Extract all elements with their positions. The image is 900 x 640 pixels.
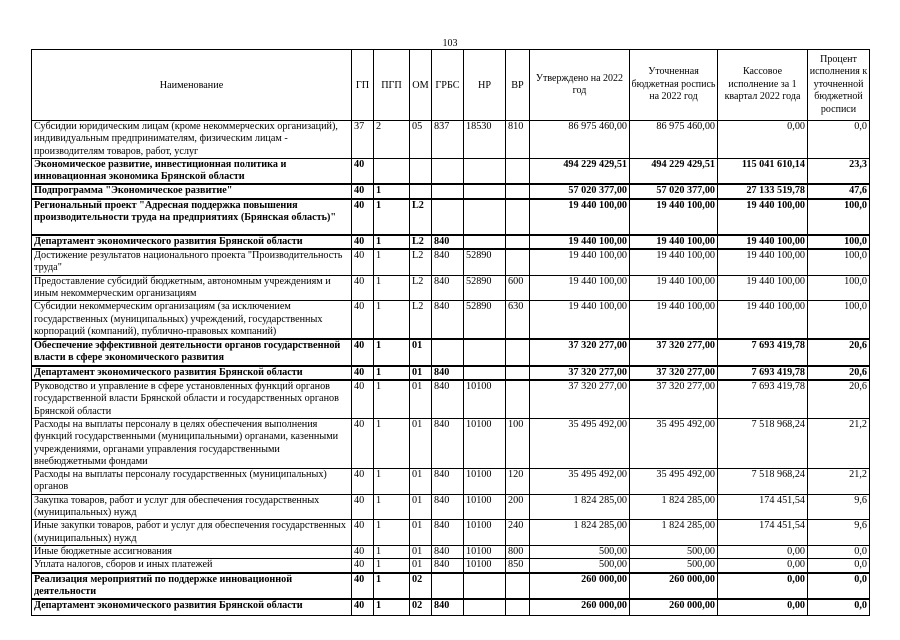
row-gp: 40 xyxy=(352,494,374,520)
table-row xyxy=(32,559,870,573)
row-vr xyxy=(506,366,530,380)
header-cash: Кассовое исполнение за 1 квартал 2022 года xyxy=(718,50,808,121)
row-om: 01 xyxy=(410,339,432,366)
row-grbs: 837 xyxy=(432,121,464,159)
row-grbs: 840 xyxy=(432,301,464,339)
row-refined: 500,00 xyxy=(630,559,718,573)
row-gp: 37 xyxy=(352,121,374,159)
row-cash: 7 518 968,24 xyxy=(718,469,808,495)
row-pgp: 1 xyxy=(374,545,410,558)
table-row xyxy=(32,249,870,275)
row-gp: 40 xyxy=(352,275,374,301)
row-grbs: 840 xyxy=(432,418,464,468)
row-percent: 0,0 xyxy=(808,573,870,600)
row-nr xyxy=(464,199,506,235)
row-name: Достижение результатов национального проекта "Производительность труда" xyxy=(32,249,352,275)
table-row xyxy=(32,184,870,198)
row-approved: 19 440 100,00 xyxy=(530,235,630,249)
row-pgp: 1 xyxy=(374,599,410,615)
row-pgp: 1 xyxy=(374,380,410,418)
row-cash: 7 693 419,78 xyxy=(718,380,808,418)
row-grbs: 840 xyxy=(432,520,464,546)
header-vr: ВР xyxy=(506,50,530,121)
row-nr: 10100 xyxy=(464,418,506,468)
row-vr xyxy=(506,339,530,366)
row-pgp: 1 xyxy=(374,301,410,339)
row-vr xyxy=(506,184,530,198)
row-grbs: 840 xyxy=(432,235,464,249)
row-refined: 494 229 429,51 xyxy=(630,158,718,184)
row-gp: 40 xyxy=(352,301,374,339)
row-grbs xyxy=(432,339,464,366)
row-nr xyxy=(464,599,506,615)
row-pgp: 1 xyxy=(374,418,410,468)
row-approved: 19 440 100,00 xyxy=(530,275,630,301)
row-pgp xyxy=(374,158,410,184)
row-gp: 40 xyxy=(352,158,374,184)
row-percent: 100,0 xyxy=(808,275,870,301)
row-gp: 40 xyxy=(352,599,374,615)
row-approved: 86 975 460,00 xyxy=(530,121,630,159)
row-om: 01 xyxy=(410,494,432,520)
row-name: Реализация мероприятий по поддержке инновационной деятельности xyxy=(32,573,352,600)
row-vr: 100 xyxy=(506,418,530,468)
row-pgp: 1 xyxy=(374,235,410,249)
row-approved: 500,00 xyxy=(530,545,630,558)
row-grbs xyxy=(432,158,464,184)
header-om: ОМ xyxy=(410,50,432,121)
row-refined: 86 975 460,00 xyxy=(630,121,718,159)
row-cash: 19 440 100,00 xyxy=(718,199,808,235)
row-pgp: 1 xyxy=(374,184,410,198)
header-name: Наименование xyxy=(32,50,352,121)
row-grbs: 840 xyxy=(432,545,464,558)
row-cash: 0,00 xyxy=(718,545,808,558)
row-grbs: 840 xyxy=(432,249,464,275)
row-om: 01 xyxy=(410,469,432,495)
row-grbs: 840 xyxy=(432,469,464,495)
row-percent: 9,6 xyxy=(808,520,870,546)
row-approved: 35 495 492,00 xyxy=(530,418,630,468)
row-approved: 494 229 429,51 xyxy=(530,158,630,184)
row-om: L2 xyxy=(410,249,432,275)
row-name: Иные бюджетные ассигнования xyxy=(32,545,352,558)
table-row xyxy=(32,599,870,615)
row-cash: 0,00 xyxy=(718,559,808,573)
row-vr: 240 xyxy=(506,520,530,546)
row-vr xyxy=(506,158,530,184)
row-pgp: 1 xyxy=(374,520,410,546)
row-gp: 40 xyxy=(352,199,374,235)
row-vr xyxy=(506,573,530,600)
row-nr: 18530 xyxy=(464,121,506,159)
row-refined: 19 440 100,00 xyxy=(630,301,718,339)
row-refined: 1 824 285,00 xyxy=(630,494,718,520)
row-name: Руководство и управление в сфере установленных функций органов государственной власти Брянской области и государственных органов Брянской области xyxy=(32,380,352,418)
row-gp: 40 xyxy=(352,249,374,275)
row-om xyxy=(410,158,432,184)
row-name: Департамент экономического развития Брянской области xyxy=(32,235,352,249)
row-nr xyxy=(464,235,506,249)
row-pgp: 1 xyxy=(374,494,410,520)
row-vr xyxy=(506,235,530,249)
table-row xyxy=(32,520,870,546)
row-approved: 37 320 277,00 xyxy=(530,380,630,418)
row-name: Региональный проект "Адресная поддержка повышения производительности труда на предприятиях (Брянская область)" xyxy=(32,199,352,235)
row-nr: 52890 xyxy=(464,249,506,275)
row-grbs: 840 xyxy=(432,599,464,615)
row-om: L2 xyxy=(410,275,432,301)
row-name: Экономическое развитие, инвестиционная политика и инновационная экономика Брянской области xyxy=(32,158,352,184)
row-refined: 19 440 100,00 xyxy=(630,275,718,301)
row-nr: 52890 xyxy=(464,275,506,301)
table-row xyxy=(32,418,870,468)
row-approved: 19 440 100,00 xyxy=(530,249,630,275)
row-refined: 57 020 377,00 xyxy=(630,184,718,198)
row-name: Иные закупки товаров, работ и услуг для обеспечения государственных (муниципальных) нужд xyxy=(32,520,352,546)
row-percent: 23,3 xyxy=(808,158,870,184)
row-om: 01 xyxy=(410,520,432,546)
table-row xyxy=(32,469,870,495)
row-approved: 1 824 285,00 xyxy=(530,494,630,520)
table-row xyxy=(32,301,870,339)
row-percent: 100,0 xyxy=(808,249,870,275)
row-approved: 37 320 277,00 xyxy=(530,339,630,366)
row-om: 02 xyxy=(410,573,432,600)
row-nr: 10100 xyxy=(464,520,506,546)
row-refined: 500,00 xyxy=(630,545,718,558)
row-nr: 52890 xyxy=(464,301,506,339)
row-name: Расходы на выплаты персоналу в целях обеспечения выполнения функций государственными (муниципальными) органами, казенными учреждениями, органами управления государственными внебюджетными фондами xyxy=(32,418,352,468)
row-gp: 40 xyxy=(352,366,374,380)
row-om: 01 xyxy=(410,559,432,573)
row-vr xyxy=(506,249,530,275)
row-grbs xyxy=(432,199,464,235)
row-nr xyxy=(464,184,506,198)
row-approved: 19 440 100,00 xyxy=(530,199,630,235)
row-gp: 40 xyxy=(352,380,374,418)
row-nr: 10100 xyxy=(464,380,506,418)
row-nr: 10100 xyxy=(464,494,506,520)
header-percent: Процент исполнения к уточненной бюджетной росписи xyxy=(808,50,870,121)
row-nr xyxy=(464,158,506,184)
row-approved: 35 495 492,00 xyxy=(530,469,630,495)
row-pgp: 2 xyxy=(374,121,410,159)
row-name: Уплата налогов, сборов и иных платежей xyxy=(32,559,352,573)
header-nr: НР xyxy=(464,50,506,121)
table-row xyxy=(32,339,870,366)
row-refined: 19 440 100,00 xyxy=(630,235,718,249)
row-approved: 37 320 277,00 xyxy=(530,366,630,380)
header-pgp: ПГП xyxy=(374,50,410,121)
row-vr: 120 xyxy=(506,469,530,495)
table-row xyxy=(32,366,870,380)
row-percent: 0,0 xyxy=(808,545,870,558)
row-cash: 27 133 519,78 xyxy=(718,184,808,198)
row-pgp: 1 xyxy=(374,249,410,275)
row-cash: 0,00 xyxy=(718,599,808,615)
row-nr: 10100 xyxy=(464,469,506,495)
row-approved: 19 440 100,00 xyxy=(530,301,630,339)
row-nr xyxy=(464,339,506,366)
row-grbs xyxy=(432,573,464,600)
row-cash: 174 451,54 xyxy=(718,520,808,546)
row-pgp: 1 xyxy=(374,366,410,380)
row-cash: 7 518 968,24 xyxy=(718,418,808,468)
row-nr xyxy=(464,573,506,600)
row-pgp: 1 xyxy=(374,199,410,235)
row-gp: 40 xyxy=(352,573,374,600)
row-om xyxy=(410,184,432,198)
table-row xyxy=(32,199,870,235)
row-percent: 20,6 xyxy=(808,366,870,380)
row-refined: 37 320 277,00 xyxy=(630,366,718,380)
row-vr xyxy=(506,380,530,418)
row-cash: 7 693 419,78 xyxy=(718,366,808,380)
table-row xyxy=(32,121,870,159)
row-percent: 100,0 xyxy=(808,199,870,235)
row-percent: 21,2 xyxy=(808,418,870,468)
row-cash: 0,00 xyxy=(718,121,808,159)
row-gp: 40 xyxy=(352,520,374,546)
row-percent: 9,6 xyxy=(808,494,870,520)
row-cash: 0,00 xyxy=(718,573,808,600)
row-name: Субсидии юридическим лицам (кроме некоммерческих организаций), индивидуальным предпринимателям, физическим лицам - производителям товаров, работ, услуг xyxy=(32,121,352,159)
row-refined: 35 495 492,00 xyxy=(630,469,718,495)
row-vr: 850 xyxy=(506,559,530,573)
row-refined: 1 824 285,00 xyxy=(630,520,718,546)
row-percent: 0,0 xyxy=(808,559,870,573)
row-refined: 260 000,00 xyxy=(630,599,718,615)
row-cash: 19 440 100,00 xyxy=(718,249,808,275)
table-body xyxy=(32,121,870,616)
row-refined: 37 320 277,00 xyxy=(630,380,718,418)
row-gp: 40 xyxy=(352,559,374,573)
row-name: Обеспечение эффективной деятельности органов государственной власти в сфере экономического развития xyxy=(32,339,352,366)
table-row xyxy=(32,494,870,520)
row-vr xyxy=(506,599,530,615)
row-percent: 20,6 xyxy=(808,380,870,418)
row-om: 01 xyxy=(410,380,432,418)
row-percent: 0,0 xyxy=(808,121,870,159)
row-approved: 500,00 xyxy=(530,559,630,573)
row-vr: 810 xyxy=(506,121,530,159)
row-nr: 10100 xyxy=(464,545,506,558)
row-pgp: 1 xyxy=(374,559,410,573)
row-vr: 600 xyxy=(506,275,530,301)
table-row xyxy=(32,158,870,184)
row-name: Предоставление субсидий бюджетным, автономным учреждениям и иным некоммерческим организациям xyxy=(32,275,352,301)
row-percent: 100,0 xyxy=(808,235,870,249)
row-vr: 630 xyxy=(506,301,530,339)
row-gp: 40 xyxy=(352,545,374,558)
row-gp: 40 xyxy=(352,418,374,468)
row-grbs: 840 xyxy=(432,366,464,380)
row-name: Подпрограмма "Экономическое развитие" xyxy=(32,184,352,198)
row-cash: 19 440 100,00 xyxy=(718,235,808,249)
row-gp: 40 xyxy=(352,339,374,366)
table-row xyxy=(32,573,870,600)
row-name: Департамент экономического развития Брянской области xyxy=(32,366,352,380)
row-om: 05 xyxy=(410,121,432,159)
row-grbs: 840 xyxy=(432,559,464,573)
row-percent: 21,2 xyxy=(808,469,870,495)
table-row xyxy=(32,235,870,249)
row-name: Департамент экономического развития Брянской области xyxy=(32,599,352,615)
row-refined: 19 440 100,00 xyxy=(630,249,718,275)
header-refined: Уточненная бюджетная роспись на 2022 год xyxy=(630,50,718,121)
budget-table xyxy=(31,49,870,616)
row-cash: 19 440 100,00 xyxy=(718,275,808,301)
row-vr: 200 xyxy=(506,494,530,520)
header-grbs: ГРБС xyxy=(432,50,464,121)
row-nr: 10100 xyxy=(464,559,506,573)
page-number: 103 xyxy=(442,38,458,49)
table-header-row xyxy=(32,50,870,121)
row-grbs: 840 xyxy=(432,275,464,301)
row-pgp: 1 xyxy=(374,339,410,366)
row-nr xyxy=(464,366,506,380)
row-om: L2 xyxy=(410,301,432,339)
row-cash: 19 440 100,00 xyxy=(718,301,808,339)
table-row xyxy=(32,545,870,558)
row-refined: 19 440 100,00 xyxy=(630,199,718,235)
row-percent: 20,6 xyxy=(808,339,870,366)
row-om: L2 xyxy=(410,235,432,249)
row-cash: 174 451,54 xyxy=(718,494,808,520)
row-name: Закупка товаров, работ и услуг для обеспечения государственных (муниципальных) нужд xyxy=(32,494,352,520)
row-approved: 57 020 377,00 xyxy=(530,184,630,198)
row-grbs xyxy=(432,184,464,198)
row-refined: 35 495 492,00 xyxy=(630,418,718,468)
table-row xyxy=(32,380,870,418)
row-pgp: 1 xyxy=(374,573,410,600)
row-om: 02 xyxy=(410,599,432,615)
row-approved: 260 000,00 xyxy=(530,599,630,615)
row-cash: 115 041 610,14 xyxy=(718,158,808,184)
row-om: 01 xyxy=(410,545,432,558)
row-approved: 260 000,00 xyxy=(530,573,630,600)
row-om: 01 xyxy=(410,366,432,380)
row-om: 01 xyxy=(410,418,432,468)
row-vr xyxy=(506,199,530,235)
row-grbs: 840 xyxy=(432,380,464,418)
row-grbs: 840 xyxy=(432,494,464,520)
row-gp: 40 xyxy=(352,469,374,495)
row-gp: 40 xyxy=(352,184,374,198)
row-percent: 100,0 xyxy=(808,301,870,339)
row-approved: 1 824 285,00 xyxy=(530,520,630,546)
row-refined: 37 320 277,00 xyxy=(630,339,718,366)
row-percent: 47,6 xyxy=(808,184,870,198)
row-gp: 40 xyxy=(352,235,374,249)
header-approved: Утверждено на 2022 год xyxy=(530,50,630,121)
row-name: Субсидии некоммерческим организациям (за исключением государственных (муниципальных) учреждений, государственных корпораций (компаний), публично-правовых компаний) xyxy=(32,301,352,339)
header-gp: ГП xyxy=(352,50,374,121)
row-percent: 0,0 xyxy=(808,599,870,615)
row-om: L2 xyxy=(410,199,432,235)
row-pgp: 1 xyxy=(374,275,410,301)
row-refined: 260 000,00 xyxy=(630,573,718,600)
row-name: Расходы на выплаты персоналу государственных (муниципальных) органов xyxy=(32,469,352,495)
row-cash: 7 693 419,78 xyxy=(718,339,808,366)
row-vr: 800 xyxy=(506,545,530,558)
row-pgp: 1 xyxy=(374,469,410,495)
table-row xyxy=(32,275,870,301)
